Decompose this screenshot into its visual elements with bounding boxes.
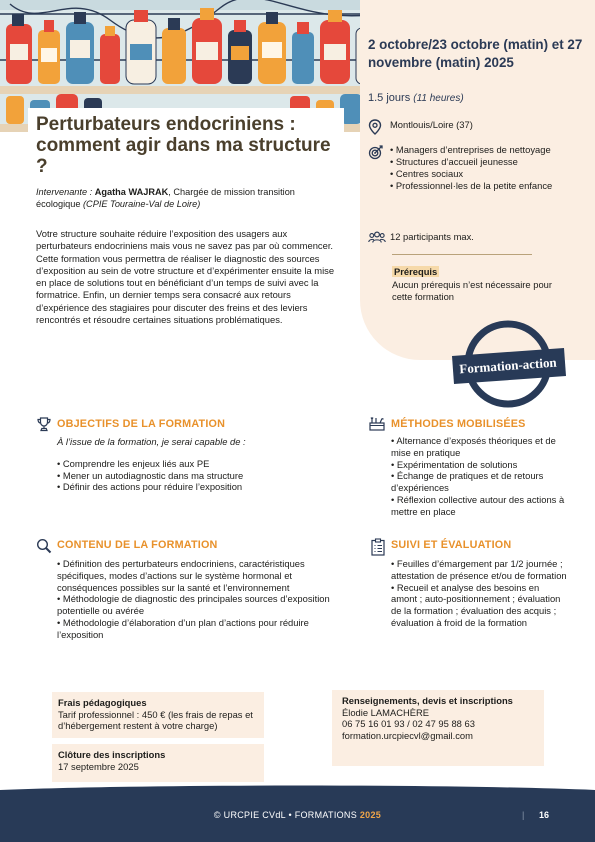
list-item: • Professionnel·les de la petite enfance [390, 180, 552, 192]
content-title: CONTENU DE LA FORMATION [57, 539, 218, 551]
list-item: • Définition des perturbateurs endocriniens, caractéristiques spécifiques, modes d’actions sur le système hormonal et conséquences possibles sur la santé et l’environnement [57, 558, 337, 593]
contact-name: Élodie LAMACHÈRE [342, 706, 430, 718]
methods-title: MÉTHODES MOBILISÉES [391, 418, 526, 430]
trophy-icon [36, 416, 52, 432]
participants-row [368, 231, 474, 246]
list-item: • Comprendre les enjeux liés aux PE [57, 458, 337, 470]
methods-body [391, 435, 567, 518]
divider [392, 254, 532, 255]
location-row [368, 119, 473, 138]
footer-separator: | [522, 810, 525, 820]
contact-title: Renseignements, devis et inscriptions [342, 695, 513, 706]
list-item: • Méthodologie de diagnostic des principales sources d’exposition potentielle ou avérée [57, 593, 337, 617]
list-item: • Échange de pratiques et de retours d’expériences [391, 470, 567, 494]
fees-title: Frais pédagogiques [58, 697, 147, 708]
speaker-role: , Chargée de mission transition écologique [36, 187, 295, 209]
page-number: 16 [539, 810, 550, 820]
list-item: • Centres sociaux [390, 168, 552, 180]
stamp-label: Formation-action [458, 354, 558, 377]
contact-box [332, 690, 544, 766]
evaluation-list [391, 558, 567, 629]
audience-list [390, 144, 552, 192]
list-item: • Managers d’entreprises de nettoyage [390, 144, 552, 156]
location-text: Montlouis/Loire (37) [390, 119, 473, 130]
toolbox-icon [368, 416, 384, 432]
prerequisites-title: Prérequis [394, 266, 438, 277]
participants-text: 12 participants max. [390, 231, 474, 242]
footer-credit [0, 810, 595, 820]
list-item: • Définir des actions pour réduire l’exposition [57, 481, 337, 493]
evaluation-body [391, 558, 567, 629]
objectives-lead: À l’issue de la formation, je serai capable de : [57, 436, 246, 447]
list-item: • Méthodologie d’élaboration d’un plan d’actions pour réduire l’exposition [57, 617, 337, 641]
fees-text: Tarif professionnel : 450 € (les frais de repas et d’hébergement restent à votre charge) [58, 708, 253, 731]
prerequisites-text: Aucun prérequis n’est nécessaire pour cette formation [392, 279, 552, 302]
list-item: • Structures d’accueil jeunesse [390, 156, 552, 168]
list-item: • Expérimentation de solutions [391, 459, 567, 471]
footer-label: © URCPIE CVdL • FORMATIONS [213, 810, 360, 820]
formation-action-stamp [446, 318, 570, 410]
target-icon [368, 144, 390, 192]
speaker-organization: (CPIE Touraine-Val de Loire) [83, 199, 201, 209]
speaker-prefix: Intervenante : [36, 187, 95, 197]
speaker-line [36, 186, 336, 210]
duration-days: 1.5 jours [368, 92, 414, 104]
objectives-list [57, 458, 337, 493]
deadline-date: 17 septembre 2025 [58, 760, 139, 772]
fees-box [52, 692, 264, 738]
magnifier-icon [36, 538, 52, 554]
title-box [28, 108, 344, 181]
page-title: Perturbateurs endocriniens : comment agir dans ma structure ? [36, 114, 331, 177]
content-body [57, 558, 337, 641]
objectives-body [57, 436, 337, 493]
checklist-icon [370, 538, 386, 554]
objectives-title: OBJECTIFS DE LA FORMATION [57, 418, 226, 430]
list-item: • Mener un autodiagnostic dans ma structure [57, 470, 337, 482]
list-item: • Recueil et analyse des besoins en amont ; auto-positionnement ; évaluation de la formation ; évaluation des acquis ; évaluation à froid de la formation [391, 582, 567, 629]
group-icon [368, 231, 390, 246]
page-footer [0, 790, 595, 842]
deadline-title: Clôture des inscriptions [58, 749, 166, 760]
location-pin-icon [368, 119, 390, 138]
duration [368, 92, 464, 104]
list-item: • Alternance d’exposés théoriques et de mise en pratique [391, 435, 567, 459]
footer-wave [0, 784, 595, 798]
session-dates: 2 octobre/23 octobre (matin) et 27 novembre (matin) 2025 [368, 37, 583, 70]
contact-email[interactable]: formation.urcpiecvl@gmail.com [342, 729, 473, 741]
evaluation-title: SUIVI ET ÉVALUATION [391, 539, 512, 551]
contact-phones[interactable]: 06 75 16 01 93 / 02 47 95 88 63 [342, 718, 475, 729]
speaker-name: Agatha WAJRAK [94, 187, 169, 197]
registration-deadline-box [52, 744, 264, 782]
audience-row [368, 144, 588, 192]
content-list [57, 558, 337, 641]
intro-paragraph: Votre structure souhaite réduire l’exposition des usagers aux perturbateurs endocriniens mais vous ne savez pas par où commencer. Cette formation vous permettra de réaliser le diagnostic des sources d’exposition au sein de votre structure et d’expérimenter ensuite la mise en place de solutions tout en bénéficiant d’un temps de suivi avec la formatrice. Enfin, un dernier temps sera consacré aux retours d’expérience des stagiaires pour discuter des freins et des leviers rencontrés et résoudre certaines situations problématiques. [36, 228, 335, 326]
duration-hours: (11 heures) [413, 93, 464, 104]
footer-year: 2025 [359, 810, 382, 820]
list-item: • Feuilles d’émargement par 1/2 journée ; attestation de présence et/ou de formation [391, 558, 567, 582]
list-item: • Réflexion collective autour des actions à mettre en place [391, 494, 567, 518]
methods-list [391, 435, 567, 518]
